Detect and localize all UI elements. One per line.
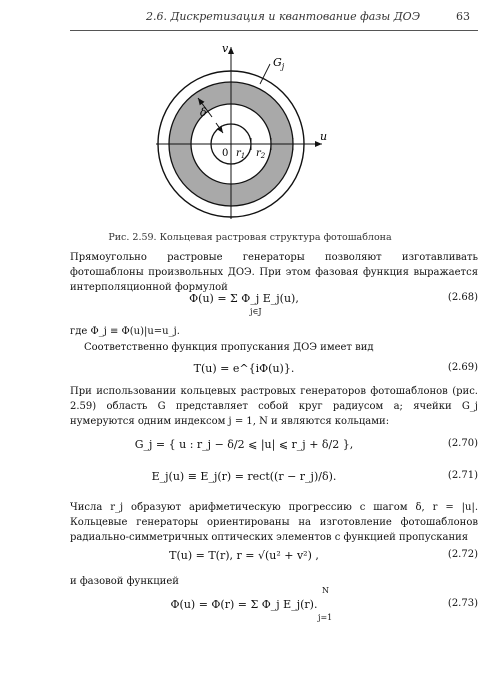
equation-2-71-number: (2.71) xyxy=(447,470,478,481)
page-header xyxy=(0,10,500,28)
equation-2-73-body: Φ(u) = Φ(r) = Σ Φ_j E_j(r). xyxy=(170,598,318,611)
equation-2-72-body: T(u) = T(r), r = √(u² + v²) , xyxy=(169,549,319,562)
equation-2-70 xyxy=(70,438,478,460)
paragraph-6: и фазовой функцией xyxy=(70,576,179,587)
equation-2-69 xyxy=(70,362,478,384)
equation-2-68-sum-index: j∈J xyxy=(250,307,262,316)
g-label: $G_j$ xyxy=(273,56,285,71)
equation-2-71 xyxy=(70,470,478,492)
running-title: 2.6. Дискретизация и квантование фазы ДОЭ xyxy=(146,10,421,23)
equation-2-73-number: (2.73) xyxy=(447,598,478,609)
r2-label: $r_2$ xyxy=(256,148,266,160)
origin-label: 0 xyxy=(222,148,229,159)
delta-label: δ xyxy=(200,106,207,119)
page-number: 63 xyxy=(456,10,470,23)
paragraph-3: Соответственно функция пропускания ДОЭ имеет вид xyxy=(84,342,374,353)
equation-2-70-body: G_j = { u : r_j − δ/2 ⩽ |u| ⩽ r_j + δ/2 }, xyxy=(134,438,354,451)
u-axis-label: u xyxy=(320,130,328,143)
equation-2-73-sum-lower: j=1 xyxy=(318,613,333,622)
figure-caption: Рис. 2.59. Кольцевая растровая структура фотошаблона xyxy=(108,232,392,243)
equation-2-73 xyxy=(70,586,478,622)
paragraph-4: При использовании кольцевых растровых генераторов фотошаблонов (рис. 2.59) область G представляет собой круг радиусом a; ячейки G_j нумеруются одним индексом j = 1, N и являются кольцами: xyxy=(70,386,478,427)
equation-2-73-sum-upper: N xyxy=(322,586,329,595)
equation-2-71-body: E_j(u) ≡ E_j(r) = rect((r − r_j)/δ). xyxy=(151,470,337,483)
v-axis-label: v xyxy=(222,44,229,55)
paragraph-5: Числа r_j образуют арифметическую прогрессию с шагом δ, r = |u|. Кольцевые генераторы ориентированы на изготовление фотошаблонов радиально-симметричных оптических элементов с функцией пропускания xyxy=(70,502,478,543)
equation-2-69-body: T(u) = e^{iΦ(u)}. xyxy=(193,362,295,375)
equation-2-72 xyxy=(70,549,478,571)
equation-2-69-number: (2.69) xyxy=(447,362,478,373)
header-rule xyxy=(70,30,478,31)
r1-label: $r_1$ xyxy=(236,148,246,160)
ring-diagram xyxy=(150,44,360,219)
equation-2-72-number: (2.72) xyxy=(447,549,478,560)
equation-2-68-body: Φ(u) = Σ Φ_j E_j(u), xyxy=(189,292,299,305)
equation-2-68 xyxy=(70,292,478,314)
ring-structure-figure xyxy=(150,44,360,219)
paragraph-2: где Φ_j ≡ Φ(u)|u=u_j. xyxy=(70,326,180,337)
paragraph-1: Прямоугольно растровые генераторы позволяют изготавливать фотошаблоны произвольных ДОЭ. При этом фазовая функция выражается интерполяционной формулой xyxy=(70,252,478,293)
equation-2-70-number: (2.70) xyxy=(447,438,478,449)
equation-2-68-number: (2.68) xyxy=(447,292,478,303)
